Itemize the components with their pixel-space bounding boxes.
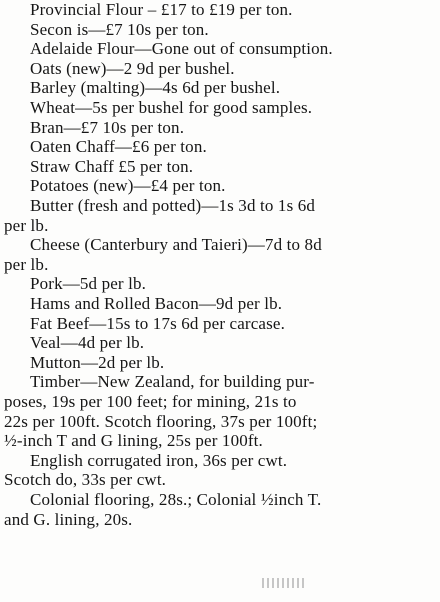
entry-line: Wheat—5s per bushel for good samples. [30,98,313,117]
entry-line: Veal—4d per lb. [30,333,145,353]
price-entry-wheat [4,98,436,118]
price-entry-seconds [4,20,436,40]
price-entry-colonial-flooring [4,490,436,529]
entry-line: ½-inch T and G lining, 25s per 100ft. [4,431,263,451]
price-entry-butter [4,196,436,235]
entry-line: Potatoes (new)—£4 per ton. [30,176,226,196]
price-entry-barley [4,78,436,98]
entry-line: Pork—5d per lb. [30,274,147,294]
entry-line: and G. lining, 20s. [4,509,133,529]
price-entry-corrugated-iron [4,451,436,490]
entry-line: Barley (malting)—4s 6d per bushel. [30,78,281,98]
entry-line: Bran—£7 10s per ton. [30,117,185,137]
price-entry-oats [4,59,436,79]
price-entry-hams-bacon [4,294,436,314]
entry-line: English corrugated iron, 36s per cwt. [30,450,288,470]
price-entry-provincial-flour [4,0,436,20]
entry-line: per lb. [4,215,49,235]
entry-line: Fat Beef—15s to 17s 6d per carcase. [30,313,285,333]
price-entry-veal [4,333,436,353]
price-entry-cheese [4,235,436,274]
entry-line: poses, 19s per 100 feet; for mining, 21s to [4,391,297,411]
entry-line: Timber—New Zealand, for building pur- [30,372,315,392]
entry-line: Mutton—2d per lb. [30,352,165,372]
entry-line: Straw Chaff £5 per ton. [30,156,194,176]
entry-line: Colonial flooring, 28s.; Colonial ½inch T. [30,490,322,509]
price-entry-fat-beef [4,314,436,334]
price-entry-mutton [4,353,436,373]
price-entry-potatoes [4,176,436,196]
entry-line: 22s per 100ft. Scotch flooring, 37s per 100ft; [4,411,318,431]
entry-line: Scotch do, 33s per cwt. [4,470,167,490]
entry-line: Adelaide Flour—Gone out of consumption. [30,39,333,59]
entry-line: Butter (fresh and potted)—1s 3d to 1s 6d [30,196,316,215]
entry-line: Cheese (Canterbury and Taieri)—7d to 8d [30,235,322,255]
entry-line: Oaten Chaff—£6 per ton. [30,137,207,157]
entry-line: per lb. [4,254,49,274]
entry-line: Provincial Flour – £17 to £19 per ton. [30,0,293,19]
price-entry-adelaide-flour [4,39,436,59]
price-entry-bran [4,118,436,138]
price-entry-timber [4,372,436,450]
entry-line: Secon is—£7 10s per ton. [30,19,209,39]
price-entry-oaten-chaff [4,137,436,157]
ink-smudge [262,578,306,588]
entry-line: Hams and Rolled Bacon—9d per lb. [30,294,283,313]
price-entry-pork [4,274,436,294]
price-entry-straw-chaff [4,157,436,177]
entry-line: Oats (new)—2 9d per bushel. [30,58,235,78]
